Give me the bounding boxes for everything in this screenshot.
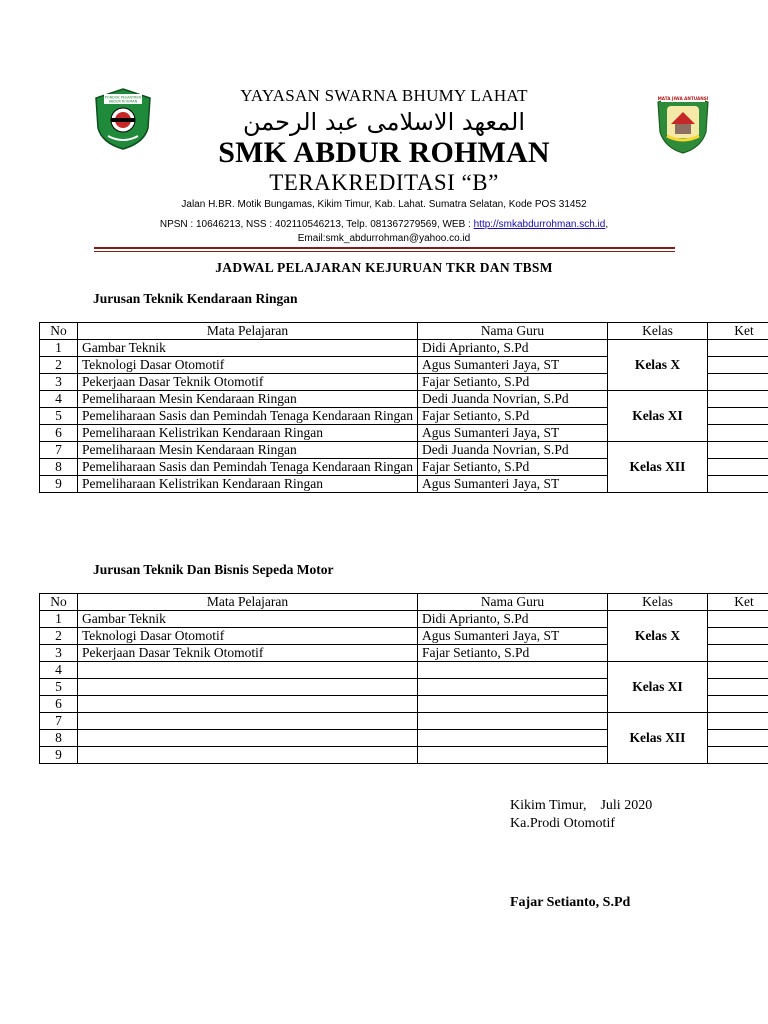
- row-teacher: Agus Sumanteri Jaya, ST: [418, 357, 608, 374]
- school-address: Jalan H.BR. Motik Bungamas, Kikim Timur, Kab. Lahat. Sumatra Selatan, Kode POS 31452: [181, 199, 587, 210]
- foundation-name: YAYASAN SWARNA BHUMY LAHAT: [240, 86, 528, 105]
- row-no: 2: [40, 628, 78, 645]
- row-notes: [708, 679, 768, 696]
- section-heading-tbsm: Jurusan Teknik Dan Bisnis Sepeda Motor: [93, 562, 334, 577]
- col-header-no: No: [40, 594, 78, 611]
- signature-name: Fajar Setianto, S.Pd: [510, 895, 631, 910]
- table-row: [40, 611, 768, 628]
- row-subject: Gambar Teknik: [78, 340, 418, 357]
- class-cell: Kelas X: [608, 611, 708, 662]
- row-notes: [708, 425, 768, 442]
- row-teacher: Agus Sumanteri Jaya, ST: [418, 628, 608, 645]
- row-no: 1: [40, 611, 78, 628]
- letterhead-rule-thin: [94, 251, 675, 252]
- letterhead-rule-thick: [94, 247, 675, 249]
- arabic-school-name: المعهد الاسلامى عبد الرحمن: [243, 108, 525, 136]
- row-notes: [708, 442, 768, 459]
- table-row: [40, 391, 768, 408]
- row-subject: Teknologi Dasar Otomotif: [78, 628, 418, 645]
- regency-emblem-logo: [655, 90, 711, 154]
- row-subject: Pemeliharaan Sasis dan Pemindah Tenaga Kendaraan Ringan: [78, 459, 418, 476]
- col-header-teacher: Nama Guru: [418, 594, 608, 611]
- col-header-class: Kelas: [608, 323, 708, 340]
- signature-position: Ka.Prodi Otomotif: [510, 816, 615, 831]
- signature-place-date: Kikim Timur, Juli 2020: [510, 798, 653, 813]
- row-no: 7: [40, 713, 78, 730]
- col-header-subject: Mata Pelajaran: [78, 594, 418, 611]
- row-notes: [708, 611, 768, 628]
- row-teacher: Dedi Juanda Novrian, S.Pd: [418, 442, 608, 459]
- row-no: 5: [40, 408, 78, 425]
- row-teacher: Fajar Setianto, S.Pd: [418, 374, 608, 391]
- email-address: Email:smk_abdurrohman@yahoo.co.id: [297, 233, 471, 244]
- row-no: 9: [40, 747, 78, 764]
- row-notes: [708, 628, 768, 645]
- row-teacher: Didi Aprianto, S.Pd: [418, 340, 608, 357]
- row-teacher: Fajar Setianto, S.Pd: [418, 408, 608, 425]
- school-crest-logo: [94, 88, 152, 150]
- class-cell: Kelas X: [608, 340, 708, 391]
- row-no: 5: [40, 679, 78, 696]
- class-cell: Kelas XI: [608, 391, 708, 442]
- table-row: [40, 713, 768, 730]
- row-subject: Pemeliharaan Sasis dan Pemindah Tenaga Kendaraan Ringan: [78, 408, 418, 425]
- class-cell: Kelas XI: [608, 662, 708, 713]
- contact-line: [100, 219, 668, 230]
- row-no: 8: [40, 459, 78, 476]
- row-notes: [708, 391, 768, 408]
- row-notes: [708, 476, 768, 493]
- row-notes: [708, 645, 768, 662]
- row-no: 6: [40, 425, 78, 442]
- table-row: [40, 442, 768, 459]
- col-header-no: No: [40, 323, 78, 340]
- row-notes: [708, 459, 768, 476]
- col-header-notes: Ket: [708, 594, 768, 611]
- row-teacher: Didi Aprianto, S.Pd: [418, 611, 608, 628]
- row-no: 8: [40, 730, 78, 747]
- class-cell: Kelas XII: [608, 713, 708, 764]
- col-header-subject: Mata Pelajaran: [78, 323, 418, 340]
- row-subject: Pekerjaan Dasar Teknik Otomotif: [78, 374, 418, 391]
- row-notes: [708, 713, 768, 730]
- row-no: 4: [40, 662, 78, 679]
- row-teacher: Fajar Setianto, S.Pd: [418, 645, 608, 662]
- row-notes: [708, 340, 768, 357]
- row-notes: [708, 730, 768, 747]
- row-subject: Pemeliharaan Mesin Kendaraan Ringan: [78, 391, 418, 408]
- row-subject: [78, 679, 418, 696]
- row-no: 2: [40, 357, 78, 374]
- row-teacher: [418, 679, 608, 696]
- logo-left-text-1: PONDOK PESANTREN: [104, 95, 142, 100]
- row-teacher: [418, 747, 608, 764]
- row-no: 6: [40, 696, 78, 713]
- schedule-table-tbsm: [39, 593, 768, 764]
- table-header-row: [40, 323, 768, 340]
- row-notes: [708, 408, 768, 425]
- class-cell: Kelas XII: [608, 442, 708, 493]
- contact-suffix: ,: [605, 219, 609, 230]
- row-subject: [78, 696, 418, 713]
- row-subject: [78, 747, 418, 764]
- row-teacher: [418, 662, 608, 679]
- school-name: SMK ABDUR ROHMAN: [218, 136, 550, 169]
- row-subject: Pekerjaan Dasar Teknik Otomotif: [78, 645, 418, 662]
- row-no: 1: [40, 340, 78, 357]
- logo-left-text-2: ABDUR ROHMAN: [108, 99, 138, 104]
- row-teacher: [418, 696, 608, 713]
- accreditation-status: TERAKREDITASI “B”: [269, 170, 499, 195]
- row-no: 3: [40, 645, 78, 662]
- row-subject: [78, 730, 418, 747]
- section-heading-tkr: Jurusan Teknik Kendaraan Ringan: [93, 291, 298, 306]
- row-notes: [708, 662, 768, 679]
- row-teacher: Agus Sumanteri Jaya, ST: [418, 425, 608, 442]
- row-teacher: [418, 730, 608, 747]
- row-teacher: Dedi Juanda Novrian, S.Pd: [418, 391, 608, 408]
- row-subject: Pemeliharaan Mesin Kendaraan Ringan: [78, 442, 418, 459]
- contact-prefix: NPSN : 10646213, NSS : 402110546213, Telp. 081367279569, WEB :: [159, 219, 474, 230]
- table-header-row: [40, 594, 768, 611]
- col-header-notes: Ket: [708, 323, 768, 340]
- row-teacher: [418, 713, 608, 730]
- row-no: 3: [40, 374, 78, 391]
- row-subject: Pemeliharaan Kelistrikan Kendaraan Ringan: [78, 425, 418, 442]
- row-notes: [708, 357, 768, 374]
- website-link[interactable]: http://smkabdurrohman.sch.id: [473, 219, 606, 230]
- row-teacher: Fajar Setianto, S.Pd: [418, 459, 608, 476]
- table-row: [40, 340, 768, 357]
- row-subject: Gambar Teknik: [78, 611, 418, 628]
- row-no: 7: [40, 442, 78, 459]
- row-subject: Pemeliharaan Kelistrikan Kendaraan Ringan: [78, 476, 418, 493]
- row-notes: [708, 374, 768, 391]
- schedule-table-tkr: [39, 322, 768, 493]
- table-row: [40, 662, 768, 679]
- document-title: JADWAL PELAJARAN KEJURUAN TKR DAN TBSM: [215, 260, 553, 275]
- row-subject: [78, 662, 418, 679]
- logo-right-text: MATA JIWA ANTUANSI: [657, 96, 709, 101]
- row-subject: [78, 713, 418, 730]
- row-teacher: Agus Sumanteri Jaya, ST: [418, 476, 608, 493]
- row-no: 9: [40, 476, 78, 493]
- row-notes: [708, 747, 768, 764]
- row-no: 4: [40, 391, 78, 408]
- col-header-class: Kelas: [608, 594, 708, 611]
- row-subject: Teknologi Dasar Otomotif: [78, 357, 418, 374]
- col-header-teacher: Nama Guru: [418, 323, 608, 340]
- row-notes: [708, 696, 768, 713]
